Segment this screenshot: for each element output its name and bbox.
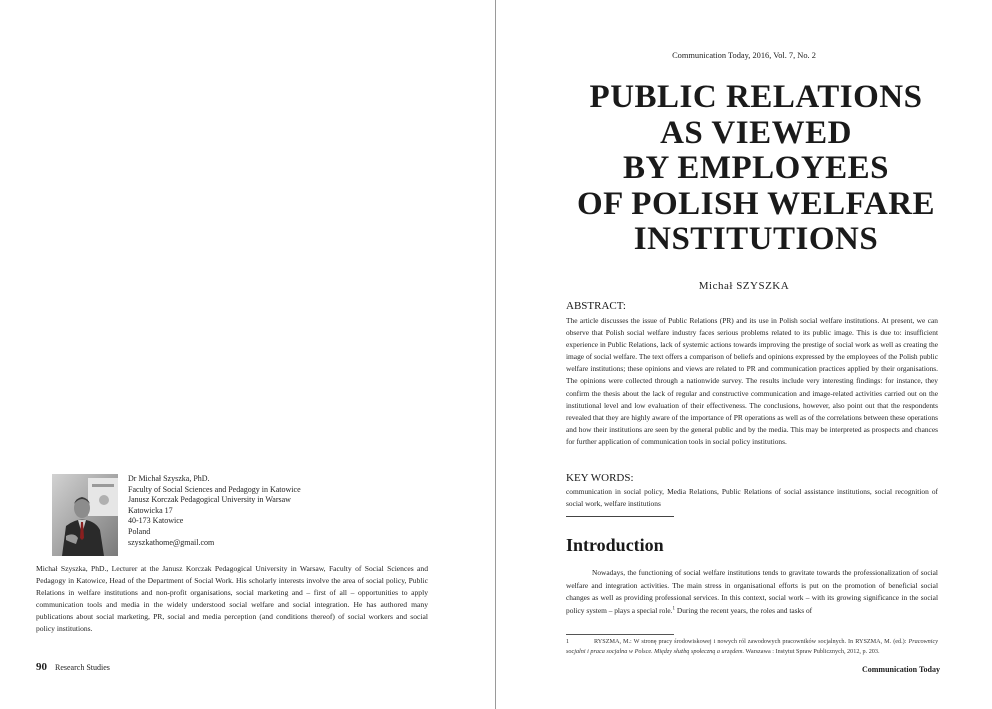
- footnote-text: RYSZMA, M.: W stronę pracy środowiskowej i nowych ról zawodowych pracowników socjalnych. In RYSZMA, M. (ed.):: [594, 638, 909, 645]
- footnote: [566, 637, 938, 656]
- author-contact-info: [128, 474, 448, 548]
- title-line: INSTITUTIONS: [633, 221, 879, 257]
- keywords-text: communication in social policy, Media Relations, Public Relations of social assistance institutions, social recognition of social work, welfare institutions: [566, 487, 938, 509]
- title-line: OF POLISH WELFARE: [576, 185, 936, 222]
- keywords-label: KEY WORDS:: [566, 472, 634, 484]
- intro-body-tail: During the recent years, the roles and tasks of: [675, 605, 813, 615]
- author-street-line: Katowicka 17: [128, 505, 173, 515]
- title-line: PUBLIC RELATIONS: [589, 79, 923, 115]
- author-country-line: Poland: [128, 526, 151, 536]
- intro-body: Nowadays, the functioning of social welfare institutions tends to gravitate towards the professionalization of social welfare and integration activities. The main stress in organisational efforts is put on the promotion of beneficial social changes as well as providing professional services. In this context, social work – with its growing significance in the social policy system – plays a special role.: [566, 568, 938, 615]
- title-line: BY EMPLOYEES: [622, 150, 890, 186]
- footnote-ref[interactable]: 1: [672, 606, 676, 612]
- running-head: Communication Today, 2016, Vol. 7, No. 2: [672, 51, 816, 60]
- author-university-line: Janusz Korczak Pedagogical University in Warsaw: [128, 495, 291, 505]
- right-page: [496, 0, 992, 709]
- author-email[interactable]: szyszkathome@gmail.com: [128, 537, 215, 547]
- footnote-publisher: Warszawa : Instytut Spraw Publicznych, 2012, p. 203.: [744, 647, 880, 655]
- footnote-rule: [566, 634, 674, 635]
- author-city-line: 40-173 Katowice: [128, 516, 184, 526]
- author-block: [52, 474, 452, 556]
- author-photo: [52, 474, 118, 556]
- section-rule: [566, 516, 674, 517]
- introduction-heading: Introduction: [566, 535, 664, 555]
- title-line: AS VIEWED: [660, 114, 852, 151]
- footnote-number: 1: [566, 638, 570, 645]
- article-title: [556, 80, 956, 258]
- abstract-label: ABSTRACT:: [566, 300, 626, 312]
- section-name: Research Studies: [55, 663, 110, 672]
- article-author: Michał SZYSZKA: [698, 280, 790, 292]
- abstract-text: The article discusses the issue of Public Relations (PR) and its use in Polish social welfare institutions. At present, we can observe that Polish social welfare industry faces serious problems related to its public image. This is due to: insufficient experience in Public Relations, lack of systemic actions towards improving the prestige of social work as well as creating the image of social welfare. The text offers a comparison of beliefs and opinions expressed by the employees of the Polish public welfare institutions; these opinions and views are related to PR and communication practices applied by their organisations. The opinions were collected through a nationwide survey. The results include very interesting findings: for instance, they confirm the thesis about the lack of regular and constructive communication and image-related activities carried out on the institutional level and low evaluation of their effectiveness. The conclusions, however, also point out that the respondents revealed that they are highly aware of the importance of PR operations as well as of the correlations between these operations and how their institutions are seen by the general public and by the media. This may be interpreted as prospects and chances for further application of communication tools in social policy institutions.: [566, 316, 938, 446]
- introduction-text: [566, 567, 938, 617]
- author-biography: Michał Szyszka, PhD., Lecturer at the Janusz Korczak Pedagogical University in Warsaw, Faculty of Social Sciences and Pedagogy in Katowice, Head of the Department of Social Work. His scholarly interests involve the area of social policy, Public Relations in welfare institutions and non-profit organisations, social marketing and – first of all – opportunities to apply communication tools and media in the widely understood social welfare and social integration. He has authored many publications about social marketing, PR, social and media perception (and conditions thereof) of social workers and social policy institutions.: [36, 564, 428, 633]
- author-title-line: Dr Michał Szyszka, PhD.: [128, 474, 210, 483]
- footnote-book-title: Pracownicy socjalni i praca socjalna w Polsce. Między służbą społeczną a urzędem.: [566, 638, 938, 655]
- journal-footer: Communication Today: [861, 665, 940, 674]
- left-page: [0, 0, 495, 709]
- page-number: 90: [36, 661, 47, 673]
- left-page-footer: [36, 661, 110, 673]
- author-faculty-line: Faculty of Social Sciences and Pedagogy in Katowice: [128, 484, 301, 494]
